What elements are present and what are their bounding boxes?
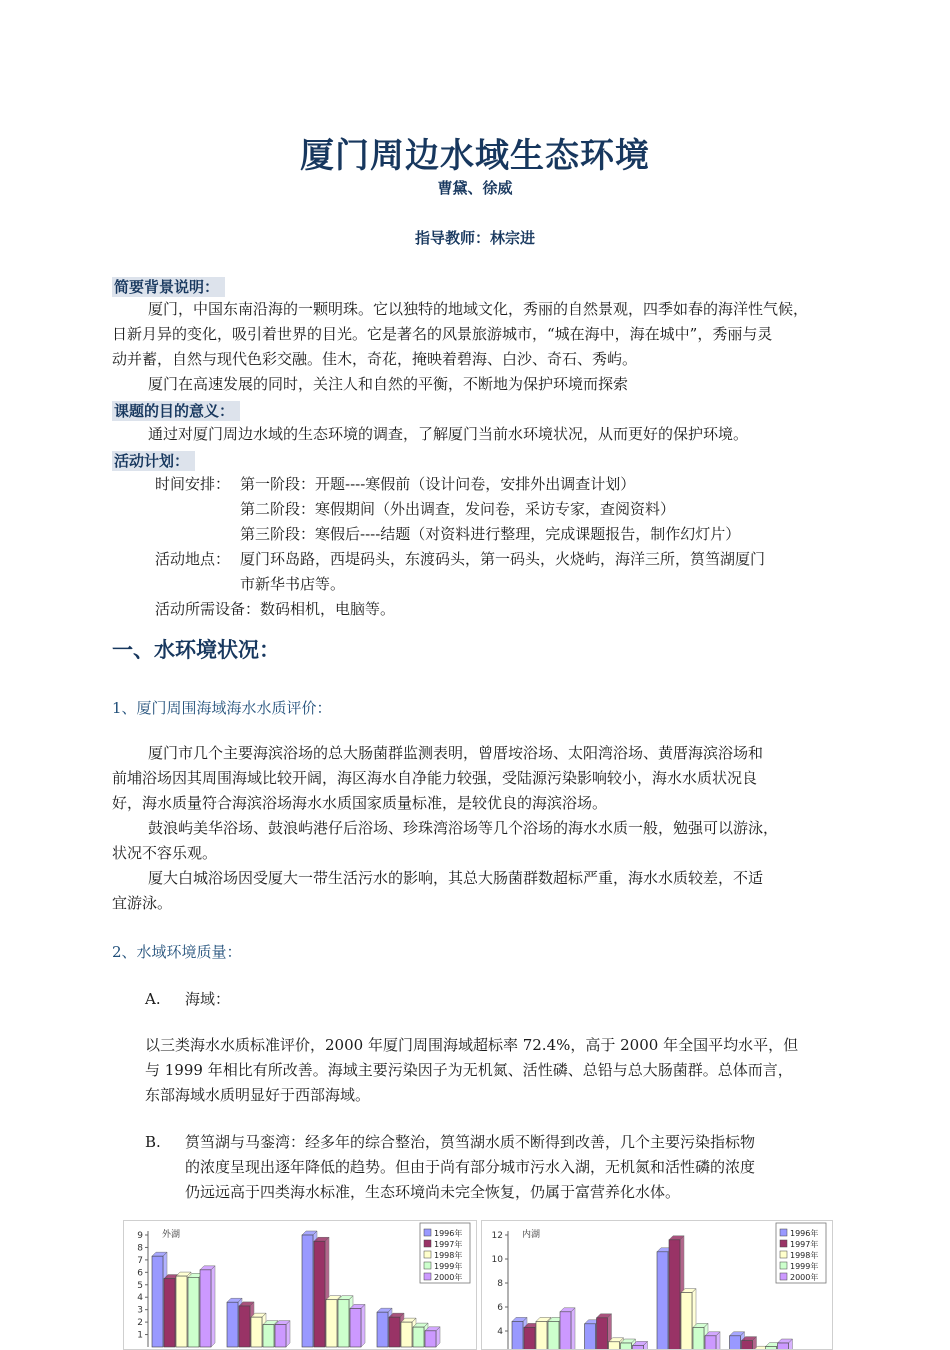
subsection-1-line-5: 状况不容乐观。 — [112, 844, 218, 862]
purpose-heading: 课题的目的意义： — [112, 401, 240, 421]
plan-place-1: 厦门环岛路，西堤码头，东渡码头，第一码头，火烧屿，海洋三所，筼筜湖厦门 — [240, 550, 766, 568]
bar-outer-0-2 — [176, 1276, 187, 1347]
bar-outer-0-1 — [164, 1279, 175, 1347]
bar-inner-1-4 — [633, 1345, 644, 1350]
y-tick-label: 10 — [491, 1255, 503, 1265]
subsection-1-line-1: 厦门市几个主要海滨浴场的总大肠菌群监测表明，曾厝垵浴场、太阳湾浴场、黄厝海滨浴场和 — [148, 744, 764, 762]
legend-swatch — [424, 1262, 431, 1269]
y-tick-label: 9 — [137, 1231, 143, 1241]
legend-label: 1997年 — [790, 1240, 819, 1249]
y-tick-label: 4 — [497, 1327, 503, 1337]
subsection-1-line-6: 厦大白城浴场因受厦大一带生活污水的影响，其总大肠菌群数超标严重，海水水质较差，不适 — [148, 869, 764, 887]
bar-inner-3-0 — [730, 1336, 741, 1350]
bar-outer-1-0 — [227, 1302, 238, 1347]
item-a-line-1: 以三类海水水质标准评价，2000 年厦门周围海域超标率 72.4%，高于 2000 年全国平均水平，但 — [145, 1036, 799, 1054]
bar-side-outer-2-4 — [361, 1304, 365, 1347]
y-tick-label: 5 — [137, 1280, 143, 1291]
legend-swatch — [424, 1251, 431, 1258]
bar-side-outer-1-4 — [286, 1321, 290, 1347]
chart-inner-lake-frame — [481, 1220, 833, 1350]
legend-label: 1997年 — [434, 1240, 463, 1249]
section-heading: 一、水环境状况： — [112, 638, 280, 662]
plan-stage-1: 第一阶段：开题----寒假前（设计问卷，安排外出调查计划） — [240, 475, 636, 493]
item-a-title: 海域： — [185, 990, 231, 1008]
bar-inner-3-1 — [742, 1341, 753, 1350]
item-a-line-3: 东部海域水质明显好于西部海域。 — [145, 1086, 371, 1104]
chart-outer-lake-frame — [123, 1220, 477, 1350]
bar-inner-2-1 — [669, 1240, 680, 1350]
legend-label: 1998年 — [790, 1251, 819, 1260]
y-tick-label: 7 — [137, 1255, 143, 1266]
plan-equipment: 活动所需设备：数码相机，电脑等。 — [155, 600, 396, 618]
background-line-1: 厦门，中国东南沿海的一颗明珠。它以独特的地域文化，秀丽的自然景观，四季如春的海洋性气候， — [148, 300, 809, 318]
legend-label: 1999年 — [790, 1262, 819, 1271]
y-tick-label: 2 — [137, 1318, 143, 1329]
legend-label: 1996年 — [434, 1229, 463, 1238]
bar-outer-0-3 — [188, 1277, 199, 1347]
bar-outer-3-0 — [377, 1312, 388, 1347]
background-line-4: 厦门在高速发展的同时，关注人和自然的平衡，不断地为保护环境而探索 — [148, 375, 629, 393]
legend-swatch — [780, 1262, 787, 1269]
y-tick-label: 12 — [491, 1231, 503, 1241]
y-tick-label: 8 — [497, 1279, 503, 1289]
subsection-1-line-4: 鼓浪屿美华浴场、鼓浪屿港仔后浴场、珍珠湾浴场等几个浴场的海水水质一般，勉强可以游泳， — [148, 819, 779, 837]
bar-inner-1-2 — [609, 1342, 620, 1350]
y-tick-label: 1 — [137, 1330, 143, 1341]
chart-inner-lake — [482, 1221, 832, 1350]
bar-inner-0-4 — [560, 1312, 571, 1350]
bar-outer-2-2 — [326, 1300, 337, 1347]
legend-swatch — [780, 1240, 787, 1247]
bar-outer-0-0 — [152, 1256, 163, 1347]
bar-outer-2-3 — [338, 1300, 349, 1347]
bar-inner-0-3 — [548, 1321, 559, 1350]
bar-inner-2-0 — [657, 1252, 668, 1350]
y-tick-label: 6 — [497, 1303, 503, 1313]
teacher-line: 指导教师：林宗进 — [414, 229, 535, 247]
chart-outer-lake — [124, 1221, 476, 1350]
legend-label: 2000年 — [434, 1273, 463, 1282]
bar-inner-1-3 — [621, 1343, 632, 1350]
item-a-label: A. — [145, 990, 161, 1008]
authors: 曹黛、徐威 — [437, 179, 513, 197]
bar-inner-0-2 — [536, 1321, 547, 1350]
bar-inner-0-1 — [524, 1327, 535, 1350]
bar-outer-3-4 — [425, 1331, 436, 1347]
document-title: 厦门周边水域生态环境 — [300, 136, 650, 176]
bar-inner-3-3 — [766, 1347, 777, 1350]
bar-inner-0-0 — [512, 1321, 523, 1350]
y-tick-label: 8 — [137, 1243, 143, 1254]
bar-outer-1-2 — [251, 1317, 262, 1347]
bar-outer-3-2 — [401, 1322, 412, 1347]
subsection-2-heading: 2、水域环境质量： — [112, 943, 242, 961]
bar-inner-2-2 — [681, 1293, 692, 1350]
item-b-label: B. — [145, 1133, 161, 1151]
bar-outer-3-1 — [389, 1317, 400, 1347]
legend-swatch — [424, 1273, 431, 1280]
bar-inner-2-3 — [693, 1327, 704, 1350]
bar-outer-2-1 — [314, 1241, 325, 1347]
plan-time-label: 时间安排： — [155, 475, 231, 493]
bar-inner-2-4 — [705, 1336, 716, 1350]
y-tick-label: 6 — [137, 1268, 143, 1279]
subsection-1-line-7: 宜游泳。 — [112, 894, 173, 912]
item-b-line-2: 的浓度呈现出逐年降低的趋势。但由于尚有部分城市污水入湖，无机氮和活性磷的浓度 — [185, 1158, 756, 1176]
chart-title: 外湖 — [162, 1230, 181, 1240]
legend-swatch — [780, 1273, 787, 1280]
plan-heading: 活动计划： — [112, 451, 195, 471]
legend-label: 1999年 — [434, 1262, 463, 1271]
subsection-1-line-3: 好，海水质量符合海滨浴场海水水质国家质量标准，是较优良的海滨浴场。 — [112, 794, 608, 812]
plan-stage-2: 第二阶段：寒假期间（外出调查，发问卷，采访专家，查阅资料） — [240, 500, 676, 518]
background-line-2: 日新月异的变化，吸引着世界的目光。它是著名的风景旅游城市，“城在海中，海在城中”，秀丽与灵 — [112, 325, 773, 343]
bar-outer-3-3 — [413, 1327, 424, 1347]
bar-inner-1-1 — [597, 1318, 608, 1350]
y-tick-label: 4 — [137, 1293, 143, 1304]
bar-outer-0-4 — [200, 1270, 211, 1347]
legend-swatch — [424, 1229, 431, 1236]
y-tick-label: 3 — [137, 1305, 143, 1316]
legend-label: 2000年 — [790, 1273, 819, 1282]
bar-outer-1-1 — [239, 1306, 250, 1347]
item-a-line-2: 与 1999 年相比有所改善。海域主要污染因子为无机氮、活性磷、总铅与总大肠菌群。总体而言， — [145, 1061, 793, 1079]
bar-outer-2-0 — [302, 1235, 313, 1347]
background-heading: 简要背景说明： — [112, 277, 225, 297]
legend-label: 1998年 — [434, 1251, 463, 1260]
subsection-1-line-2: 前埔浴场因其周围海域比较开阔，海区海水自净能力较强，受陆源污染影响较小，海水水质状况良 — [112, 769, 758, 787]
bar-outer-2-4 — [350, 1308, 361, 1347]
plan-stage-3: 第三阶段：寒假后----结题（对资料进行整理，完成课题报告，制作幻灯片） — [240, 525, 741, 543]
bar-side-outer-0-4 — [211, 1266, 215, 1347]
legend-swatch — [780, 1251, 787, 1258]
chart-title: 内湖 — [522, 1230, 541, 1240]
item-b-line-1: 筼筜湖与马銮湾：经多年的综合整治，筼筜湖水质不断得到改善，几个主要污染指标物 — [185, 1133, 756, 1151]
plan-place-2: 市新华书店等。 — [240, 575, 346, 593]
background-line-3: 动并蓄，自然与现代色彩交融。佳木，奇花，掩映着碧海、白沙、奇石、秀屿。 — [112, 350, 638, 368]
subsection-1-heading: 1、厦门周围海域海水水质评价： — [112, 699, 332, 717]
legend-label: 1996年 — [790, 1229, 819, 1238]
legend-swatch — [780, 1229, 787, 1236]
purpose-line: 通过对厦门周边水域的生态环境的调查，了解厦门当前水环境状况，从而更好的保护环境。 — [148, 425, 749, 443]
bar-inner-1-0 — [585, 1324, 596, 1350]
plan-place-label: 活动地点： — [155, 550, 231, 568]
item-b-line-3: 仍远远高于四类海水标准，生态环境尚未完全恢复，仍属于富营养化水体。 — [185, 1183, 681, 1201]
bar-inner-3-4 — [778, 1343, 789, 1350]
legend-swatch — [424, 1240, 431, 1247]
